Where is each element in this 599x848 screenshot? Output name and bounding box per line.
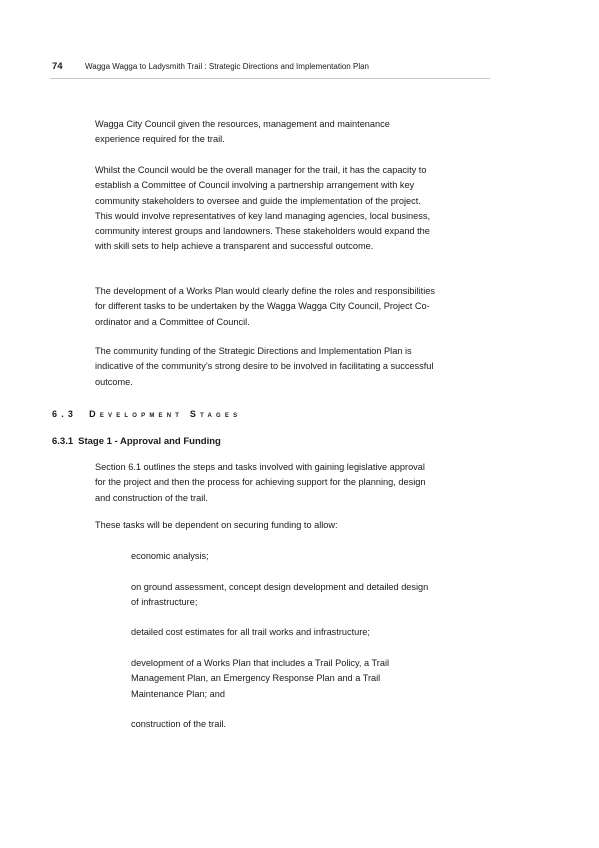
paragraph-section-overview: Section 6.1 outlines the steps and tasks involved with gaining legislative approval for the project and then the process for achieving support for the planning, design and construction of the trail. bbox=[95, 462, 426, 503]
subsection-heading bbox=[52, 436, 221, 447]
section-heading bbox=[52, 409, 241, 419]
section-number: 6.3 bbox=[52, 409, 78, 419]
running-title: Wagga Wagga to Ladysmith Trail : Strategic Directions and Implementation Plan bbox=[85, 62, 369, 71]
list-item: economic analysis; bbox=[131, 551, 209, 561]
subsection-title: Stage 1 - Approval and Funding bbox=[78, 436, 221, 447]
task-list bbox=[131, 549, 431, 748]
paragraph-community-funding: The community funding of the Strategic Directions and Implementation Plan is indicative of the community’s strong desire to be involved in facilitating a successful outcome. bbox=[95, 346, 434, 387]
header-divider bbox=[50, 78, 490, 79]
list-item: construction of the trail. bbox=[131, 719, 226, 730]
page-number: 74 bbox=[52, 61, 63, 72]
list-item: detailed cost estimates for all trail works and infrastructure; bbox=[131, 627, 370, 638]
section-title: Development Stages bbox=[89, 409, 242, 419]
paragraph-funding-dependency: These tasks will be dependent on securing funding to allow: bbox=[95, 520, 338, 530]
list-item: development of a Works Plan that includes a Trail Policy, a Trail Management Plan, an Emergency Response Plan and a Trail Maintenance Plan; and bbox=[131, 658, 390, 699]
subsection-number: 6.3.1 bbox=[52, 436, 74, 447]
paragraph-council-resources: Wagga City Council given the resources, management and maintenance experience required for the trail. bbox=[95, 119, 390, 145]
list-item: on ground assessment, concept design development and detailed design of infrastructure; bbox=[131, 581, 429, 607]
paragraph-works-plan: The development of a Works Plan would clearly define the roles and responsibilities for different tasks to be undertaken by the Wagga Wagga City Council, Project Co-ordinator and a Committee of Council. bbox=[95, 286, 435, 327]
paragraph-committee-of-council: Whilst the Council would be the overall manager for the trail, it has the capacity to establish a Committee of Council involving a partnership arrangement with key community stakeholders to oversee and guide the implementation of the project. This would involve representatives of key land managing agencies, local business, community interest groups and landowners. These stakeholders would expand the with skill sets to help achieve a transparent and successful outcome. bbox=[95, 165, 431, 252]
